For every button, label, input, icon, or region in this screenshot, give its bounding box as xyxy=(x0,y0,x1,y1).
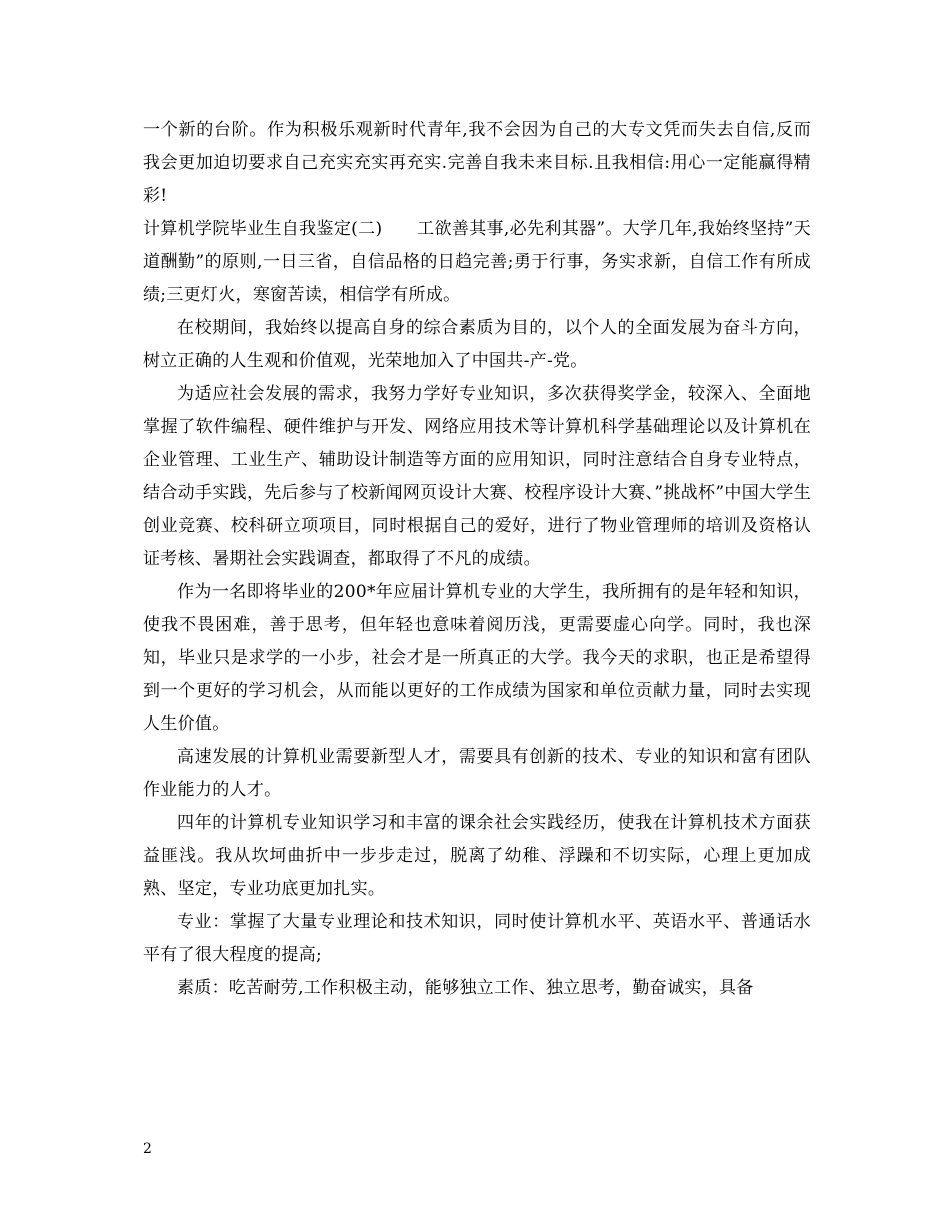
paragraph-9: 素质：吃苦耐劳,工作积极主动，能够独立工作、独立思考，勤奋诚实，具备 xyxy=(177,978,754,998)
paragraph-7: 四年的计算机专业知识学习和丰富的课余社会实践经历，使我在计算机技术方面获益匪浅。我从坎坷曲折中一步步走过，脱离了幼稚、浮躁和不切实际，心理上更加成熟、坚定，专业功底更加扎实。 xyxy=(143,813,811,899)
paragraph-5: 作为一名即将毕业的200*年应届计算机专业的大学生，我所拥有的是年轻和知识，使我不畏困难，善于思考，但年轻也意味着阅历浅，更需要虚心向学。同时，我也深知，毕业只是求学的一小步，社会才是一所真正的大学。我今天的求职，也正是希望得到一个更好的学习机会，从而能以更好的工作成绩为国家和单位贡献力量，同时去实现人生价值。 xyxy=(143,582,811,734)
paragraph-8: 专业：掌握了大量专业理论和技术知识，同时使计算机水平、英语水平、普通话水平有了很大程度的提高; xyxy=(143,912,811,965)
page-number: 2 xyxy=(143,1141,152,1157)
paragraph-4: 为适应社会发展的需求，我努力学好专业知识，多次获得奖学金，较深入、全面地掌握了软件编程、硬件维护与开发、网络应用技术等计算机科学基础理论以及计算机在企业管理、工业生产、辅助设计制造等方面的应用知识，同时注意结合自身专业特点，结合动手实践，先后参与了校新闻网页设计大赛、校程序设计大赛、”挑战杯”中国大学生创业竞赛、校科研立项项目，同时根据自己的爱好，进行了物业管理师的培训及资格认证考核、暑期社会实践调查，都取得了不凡的成绩。 xyxy=(143,384,811,569)
paragraph-3: 在校期间，我始终以提高自身的综合素质为目的，以个人的全面发展为奋斗方向，树立正确的人生观和价值观，光荣地加入了中国共-产-党。 xyxy=(143,318,811,371)
paragraph-2: 计算机学院毕业生自我鉴定(二) 工欲善其事,必先利其器”。大学几年,我始终坚持”天道酬勤”的原则,一日三省，自信品格的日趋完善;勇于行事，务实求新，自信工作有所成绩;三更灯火，寒窗苦读，相信学有所成。 xyxy=(143,219,811,305)
document-body xyxy=(143,114,811,1005)
paragraph-6: 高速发展的计算机业需要新型人才，需要具有创新的技术、专业的知识和富有团队作业能力的人才。 xyxy=(143,747,811,800)
paragraph-1: 一个新的台阶。作为积极乐观新时代青年,我不会因为自己的大专文凭而失去自信,反而我会更加迫切要求自己充实充实再充实.完善自我未来目标.且我相信:用心一定能赢得精彩! xyxy=(143,120,811,206)
